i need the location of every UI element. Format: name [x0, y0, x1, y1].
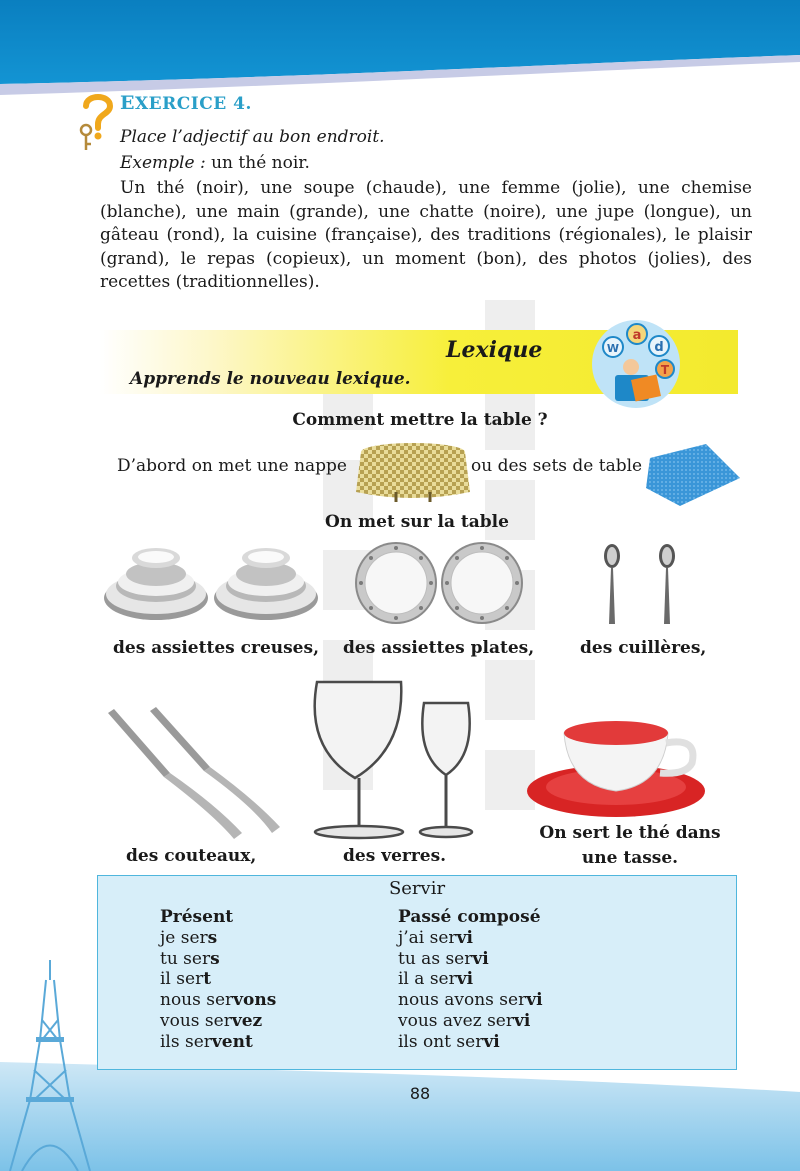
spoons-image: [590, 542, 690, 626]
passe-row: tu as servi: [398, 948, 489, 969]
top-banner: [0, 0, 800, 95]
present-row: ils servent: [160, 1031, 253, 1052]
wine-glass-image: [305, 678, 415, 840]
eiffel-tower-icon: [0, 960, 100, 1171]
passe-row: nous avons servi: [398, 990, 543, 1011]
deep-plates-image: [213, 540, 319, 622]
present-header: Présent: [160, 907, 234, 927]
passe-row: j’ai servi: [398, 927, 473, 948]
teacup-image: [526, 715, 708, 821]
nappe-text: D’abord on met une nappe: [117, 456, 347, 476]
verb-title: Servir: [388, 878, 446, 899]
question-heading: Comment mettre la table ?: [292, 410, 548, 430]
lexique-subtitle: Apprends le nouveau lexique.: [130, 369, 411, 389]
svg-text:W: W: [606, 342, 620, 355]
flat-plate-image: [440, 541, 524, 625]
present-row: il sert: [160, 969, 212, 990]
placemat-image: [644, 444, 740, 506]
exercise-example: Exemple : un thé noir.: [120, 153, 310, 173]
exercise-instruction: Place l’adjectif au bon endroit.: [120, 127, 385, 147]
caption-spoons: des cuillères,: [580, 638, 707, 658]
tablecloth-image: [356, 442, 470, 502]
caption-glasses: des verres.: [343, 846, 447, 866]
deep-plates-image: [103, 540, 209, 622]
water-glass-image: [414, 699, 478, 839]
sets-text: ou des sets de table: [471, 456, 643, 476]
present-row: je sers: [160, 927, 218, 948]
svg-text:d: d: [654, 340, 664, 355]
bottom-banner: [0, 1061, 800, 1171]
question-key-icon: [78, 92, 116, 152]
page-number: 88: [409, 1084, 431, 1103]
passe-header: Passé composé: [398, 907, 541, 927]
passe-row: il a servi: [398, 969, 474, 990]
knives-image: [104, 705, 282, 841]
caption-deep-plates: des assiettes creuses,: [113, 638, 319, 658]
exercise-paragraph: Un thé (noir), une soupe (chaude), une femme (jolie), une chemise (blanche), une main (grande), une chatte (noire), une jupe (longue), un gâteau (rond), la cuisine (française), des traditions (régionales), le plaisir (grand), le repas (copieux), un moment (bon), des photos (jolies), des recettes (traditionnelles).: [100, 178, 752, 292]
caption-flat-plates: des assiettes plates,: [343, 638, 535, 658]
present-column: [160, 907, 276, 1053]
exercise-title: EXERCICE 4.: [120, 92, 252, 114]
passe-column: [398, 907, 543, 1053]
caption-knives: des couteaux,: [126, 846, 257, 866]
passe-row: ils ont servi: [398, 1031, 500, 1052]
present-row: vous servez: [160, 1010, 263, 1031]
svg-text:T: T: [660, 363, 670, 377]
flat-plate-image: [354, 541, 438, 625]
svg-text:a: a: [632, 328, 642, 343]
caption-teacup: On sert le thé dans une tasse.: [539, 823, 721, 868]
passe-row: vous avez servi: [398, 1010, 531, 1031]
present-row: nous servons: [160, 990, 277, 1011]
on-met-heading: On met sur la table: [325, 512, 509, 532]
present-row: tu sers: [160, 948, 220, 969]
lexique-reader-icon: [591, 319, 681, 409]
lexique-title: Lexique: [446, 337, 543, 363]
